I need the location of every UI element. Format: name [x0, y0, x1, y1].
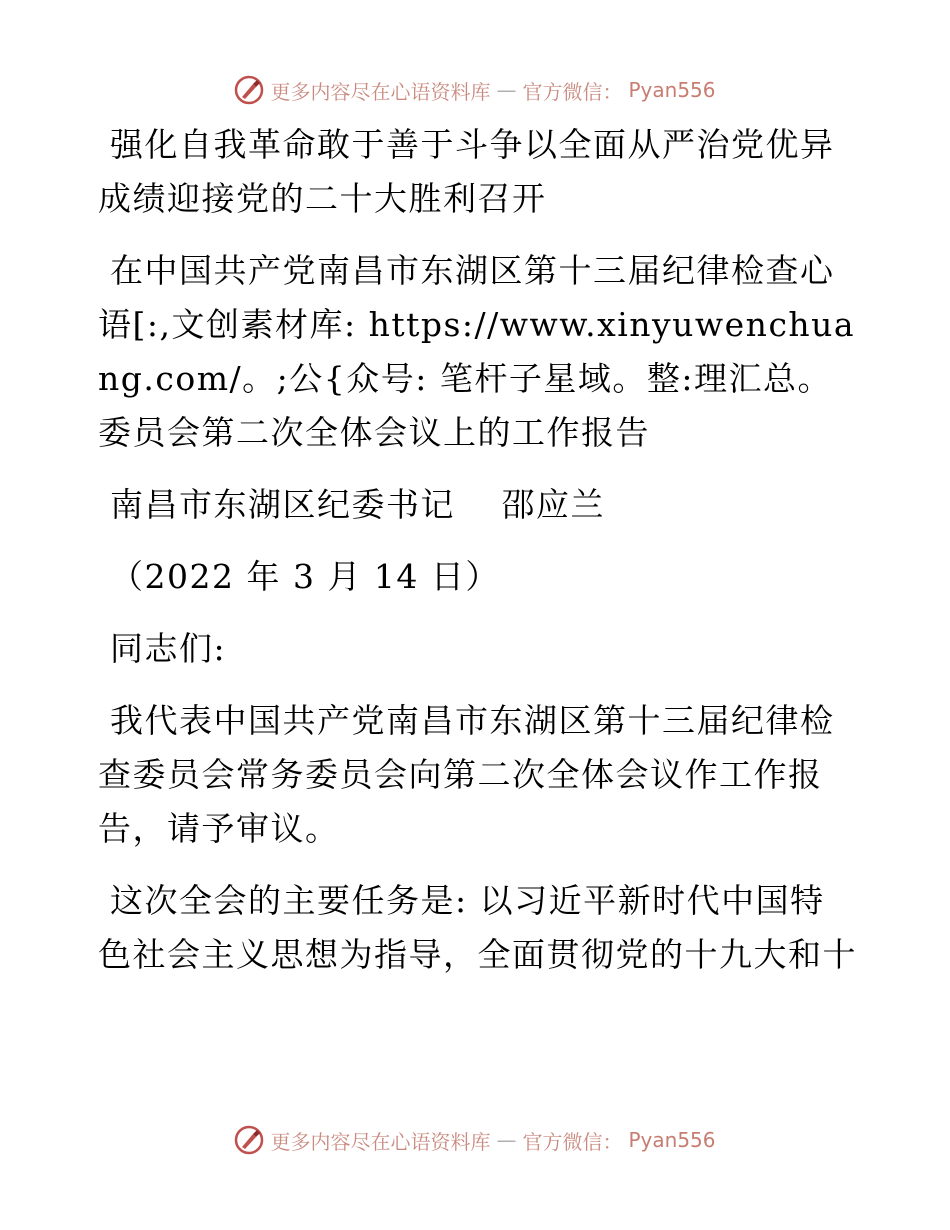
- watermark-dash: —: [496, 78, 517, 102]
- document-paragraph: 我代表中国共产党南昌市东湖区第十三届纪律检查委员会常务委员会向第二次全体会议作工作报告，请予审议。: [98, 701, 835, 848]
- watermark-label: 官方微信：: [522, 79, 623, 104]
- watermark-text: 更多内容尽在心语资料库: [270, 1129, 491, 1154]
- watermark-id: Pyan556: [628, 1128, 716, 1152]
- document-salutation: 同志们:: [110, 629, 227, 668]
- document-subtitle: 在中国共产党南昌市东湖区第十三届纪律检查心语[:,文创素材库: https://www.xinyuwenchuang.com/。;公{众号: 笔杆子星域。整:理汇总。委员会第二次全体会议上的工作报告: [98, 251, 856, 452]
- watermark-text: 更多内容尽在心语资料库: [270, 79, 491, 104]
- document-body: [98, 118, 858, 982]
- header-watermark: [0, 70, 950, 110]
- document-author: 南昌市东湖区纪委书记 邵应兰: [110, 485, 605, 524]
- watermark-id: Pyan556: [628, 78, 716, 102]
- document-paragraph: 这次全会的主要任务是: 以习近平新时代中国特色社会主义思想为指导，全面贯彻党的十九大和十: [98, 881, 857, 974]
- watermark-dash: —: [496, 1128, 517, 1152]
- watermark-label: 官方微信：: [522, 1129, 623, 1154]
- document-title: 强化自我革命敢于善于斗争以全面从严治党优异成绩迎接党的二十大胜利召开: [98, 125, 835, 218]
- pen-logo-icon: [234, 1125, 264, 1155]
- footer-watermark: [0, 1120, 950, 1160]
- document-date: （2022 年 3 月 14 日）: [110, 557, 500, 596]
- pen-logo-icon: [234, 75, 264, 105]
